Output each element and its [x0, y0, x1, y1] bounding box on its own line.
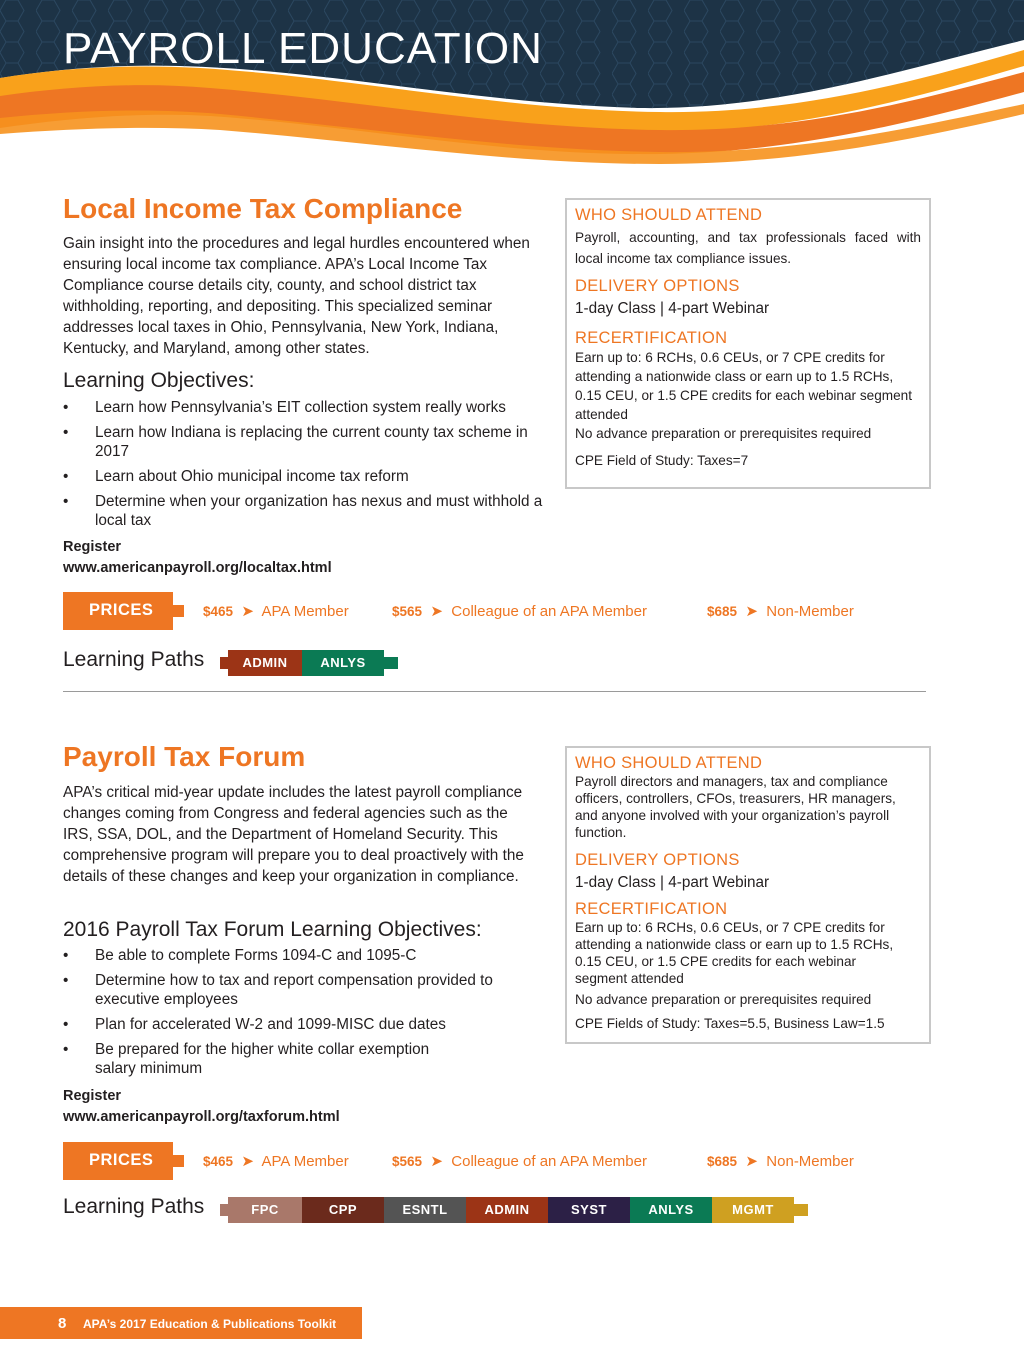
page-title: PAYROLL EDUCATION [63, 24, 543, 73]
path-chip-tab [220, 1204, 228, 1216]
cpe-field-of-study: CPE Fields of Study: Taxes=5.5, Business Law=1.5 [575, 1016, 885, 1031]
chevron-right-icon: ➤ [741, 1153, 763, 1170]
price-apa-member [203, 1152, 349, 1170]
objectives-list [63, 946, 533, 1084]
price-label: Non-Member [766, 603, 854, 620]
chevron-right-icon: ➤ [426, 1153, 448, 1170]
price-colleague [392, 1152, 647, 1170]
objective-item: • Be prepared for the higher white collar exemption salary minimum [63, 1040, 533, 1078]
path-chip-label: ESNTL [402, 1202, 448, 1217]
objectives-list [63, 398, 543, 536]
course-title: Local Income Tax Compliance [63, 193, 463, 224]
price-apa-member [203, 602, 349, 620]
prices-label: PRICES [89, 1151, 154, 1169]
path-chip-anlys[interactable] [630, 1197, 712, 1223]
price-label: Colleague of an APA Member [451, 603, 647, 620]
learning-paths-row [63, 648, 943, 678]
prices-badge [63, 1142, 184, 1180]
path-chip-label: ANLYS [648, 1202, 694, 1217]
prerequisites-text: No advance preparation or prerequisites required [575, 426, 872, 441]
prices-row [63, 592, 943, 630]
delivery-options-heading: DELIVERY OPTIONS [575, 277, 740, 295]
learning-paths-label: Learning Paths [63, 648, 205, 671]
who-should-attend-heading: WHO SHOULD ATTEND [575, 754, 763, 772]
price-amount: $465 [203, 1154, 234, 1169]
prices-row [63, 1142, 943, 1180]
path-chip-label: FPC [251, 1202, 279, 1217]
price-amount: $685 [707, 604, 738, 619]
chevron-right-icon: ➤ [426, 603, 448, 620]
path-chip-label: CPP [328, 1202, 358, 1217]
path-chip-label: ANLYS [320, 655, 366, 670]
price-label: Non-Member [766, 1153, 854, 1170]
path-chip-label: SYST [571, 1202, 607, 1217]
path-chip-tab [220, 657, 228, 669]
objective-item: • Determine how to tax and report compensation provided to executive employees [63, 971, 533, 1009]
delivery-options-text: 1-day Class | 4-part Webinar [575, 874, 770, 891]
register-block [63, 1086, 340, 1128]
register-link[interactable]: www.americanpayroll.org/localtax.html [63, 560, 332, 576]
price-non-member [707, 602, 854, 620]
price-amount: $565 [392, 1154, 423, 1169]
page-footer [0, 1307, 362, 1339]
recertification-text: Earn up to: 6 RCHs, 0.6 CEUs, or 7 CPE credits for attending a nationwide class or earn up to 1.5 RCHs, 0.15 CEU, or 1.5 CPE credits for each webinar segment attended [575, 920, 894, 986]
publication-name: APA’s 2017 Education & Publications Toolkit [83, 1317, 337, 1331]
course-section-payroll-tax-forum [63, 741, 943, 1241]
path-chip-tab [384, 657, 398, 669]
prices-badge [63, 592, 184, 630]
path-chip-label: MGMT [732, 1202, 774, 1217]
course-info-box [565, 746, 931, 1044]
who-should-attend-text: Payroll, accounting, and tax professionals faced with local income tax compliance issues. [575, 230, 921, 266]
chevron-right-icon: ➤ [237, 603, 259, 620]
page-header [0, 0, 1024, 170]
objective-item: • Learn how Pennsylvania’s EIT collection system really works [63, 398, 543, 417]
path-chip-admin[interactable] [228, 650, 302, 676]
course-description: APA’s critical mid-year update includes the latest payroll compliance changes coming from Congress and federal agencies such as the IRS, SSA, DOL, and the Department of Homeland Security. This comprehensive program will prepare you to deal proactively with the details of these changes and keep your organization in compliance. [63, 784, 524, 885]
path-chip-label: ADMIN [484, 1202, 530, 1217]
chevron-right-icon: ➤ [237, 1153, 259, 1170]
course-section-local-income-tax [63, 193, 943, 683]
price-amount: $565 [392, 604, 423, 619]
path-chip-anlys[interactable] [302, 650, 384, 676]
path-chip-fpc[interactable] [228, 1197, 302, 1223]
price-amount: $465 [203, 604, 234, 619]
course-title: Payroll Tax Forum [63, 741, 306, 772]
price-amount: $685 [707, 1154, 738, 1169]
price-label: APA Member [261, 1153, 349, 1170]
objectives-heading: 2016 Payroll Tax Forum Learning Objectives: [63, 918, 482, 941]
cpe-field-of-study: CPE Field of Study: Taxes=7 [575, 453, 749, 468]
recertification-heading: RECERTIFICATION [575, 900, 728, 918]
register-label: Register [63, 1088, 122, 1104]
delivery-options-text: 1-day Class | 4-part Webinar [575, 300, 770, 317]
path-chip-cpp[interactable] [302, 1197, 384, 1223]
objective-item: • Determine when your organization has nexus and must withhold a local tax [63, 492, 543, 530]
register-link[interactable]: www.americanpayroll.org/taxforum.html [63, 1109, 340, 1125]
prerequisites-text: No advance preparation or prerequisites required [575, 992, 872, 1007]
price-label: APA Member [261, 603, 349, 620]
register-label: Register [63, 539, 122, 555]
course-description: Gain insight into the procedures and legal hurdles encountered when ensuring local income tax compliance. APA’s Local Income Tax Compliance course details city, county, and school district tax withholding, reporting, and depositing. This specialized seminar addresses local taxes in Ohio, Pennsylvania, New York, Indiana, Kentucky, and Maryland, among other states. [63, 235, 530, 357]
who-should-attend-heading: WHO SHOULD ATTEND [575, 206, 763, 224]
objectives-heading: Learning Objectives: [63, 369, 255, 392]
price-non-member [707, 1152, 854, 1170]
learning-paths-label: Learning Paths [63, 1195, 205, 1218]
chevron-right-icon: ➤ [741, 603, 763, 620]
price-label: Colleague of an APA Member [451, 1153, 647, 1170]
path-chip-mgmt[interactable] [712, 1197, 794, 1223]
learning-paths-row [63, 1195, 943, 1225]
objective-item: • Learn how Indiana is replacing the current county tax scheme in 2017 [63, 423, 543, 461]
prices-label: PRICES [89, 601, 154, 619]
delivery-options-heading: DELIVERY OPTIONS [575, 851, 740, 869]
path-chip-syst[interactable] [548, 1197, 630, 1223]
path-chip-label: ADMIN [242, 655, 288, 670]
register-block [63, 537, 332, 579]
objective-item: • Plan for accelerated W-2 and 1099-MISC due dates [63, 1015, 533, 1034]
recertification-heading: RECERTIFICATION [575, 329, 728, 347]
price-colleague [392, 602, 647, 620]
path-chip-tab [794, 1204, 808, 1216]
objective-item: • Be able to complete Forms 1094-C and 1095-C [63, 946, 533, 965]
path-chip-esntl[interactable] [384, 1197, 466, 1223]
objective-item: • Learn about Ohio municipal income tax reform [63, 467, 543, 486]
section-divider [63, 691, 926, 692]
page-number: 8 [58, 1315, 67, 1332]
course-info-box [565, 198, 931, 489]
who-should-attend-text: Payroll directors and managers, tax and compliance officers, controllers, CFOs, treasurers, HR managers, and anyone involved with your organization’s payroll function. [575, 774, 896, 840]
path-chip-admin[interactable] [466, 1197, 548, 1223]
recertification-text: Earn up to: 6 RCHs, 0.6 CEUs, or 7 CPE credits for attending a nationwide class or earn up to 1.5 RCHs, 0.15 CEU, or 1.5 CPE credits for each webinar segment attended [575, 350, 912, 422]
